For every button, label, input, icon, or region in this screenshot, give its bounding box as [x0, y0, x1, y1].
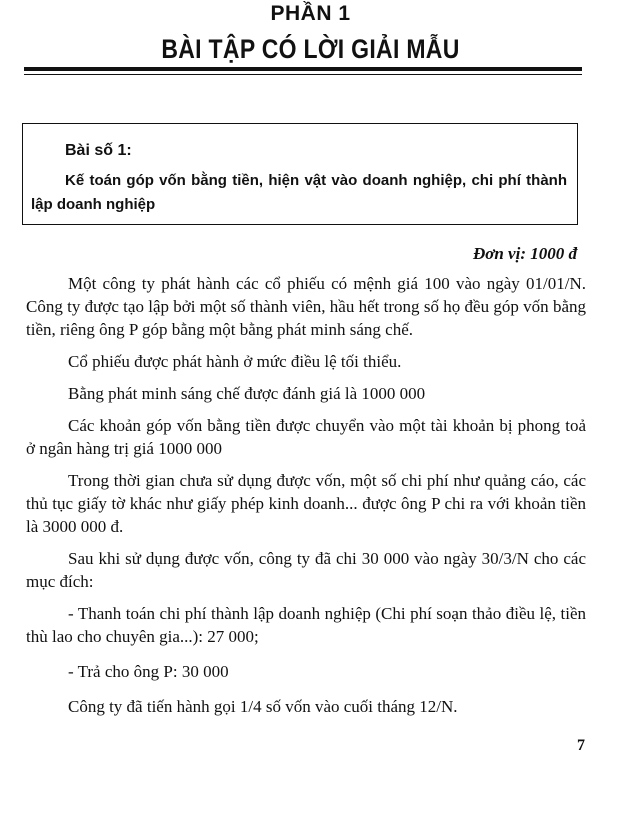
paragraph: Một công ty phát hành các cổ phiếu có mệnh giá 100 vào ngày 01/01/N. Công ty được tạo lập bởi một số thành viên, hầu hết trong số họ đều góp vốn bằng tiền, riêng ông P góp bằng một bằng phát minh sáng chế.	[26, 274, 586, 339]
title-rule-thick	[24, 67, 582, 71]
exercise-description: Kế toán góp vốn bằng tiền, hiện vật vào doanh nghiệp, chi phí thành lập doanh nghiệp	[31, 172, 567, 213]
paragraph: Cổ phiếu được phát hành ở mức điều lệ tối thiểu.	[68, 352, 402, 371]
paragraph: Công ty đã tiến hành gọi 1/4 số vốn vào cuối tháng 12/N.	[68, 697, 458, 716]
part-title: PHẦN 1	[270, 2, 351, 25]
exercise-label: Bài số 1:	[65, 142, 132, 159]
paragraph: Bằng phát minh sáng chế được đánh giá là 1000 000	[68, 384, 426, 403]
paragraph: Trong thời gian chưa sử dụng được vốn, một số chi phí như quảng cáo, các thủ tục giấy tờ khác như giấy phép kinh doanh... được ông P chi ra với khoản tiền là 3000 000 đ.	[26, 471, 586, 536]
paragraph: Các khoản góp vốn bằng tiền được chuyển vào một tài khoản bị phong toả ở ngân hàng trị giá 1000 000	[26, 416, 586, 458]
exercise-box	[22, 123, 578, 225]
paragraph: Sau khi sử dụng được vốn, công ty đã chi 30 000 vào ngày 30/3/N cho các mục đích:	[26, 549, 586, 591]
chapter-title: BÀI TẬP CÓ LỜI GIẢI MẪU	[161, 34, 460, 64]
page-number: 7	[577, 737, 585, 754]
unit-label: Đơn vị: 1000 đ	[472, 244, 577, 263]
body-text	[26, 272, 586, 727]
list-item: - Trả cho ông P: 30 000	[68, 662, 229, 681]
list-item: - Thanh toán chi phí thành lập doanh nghiệp (Chi phí soạn thảo điều lệ, tiền thù lao cho chuyên gia...): 27 000;	[26, 604, 586, 646]
title-rule-thin	[24, 74, 582, 75]
